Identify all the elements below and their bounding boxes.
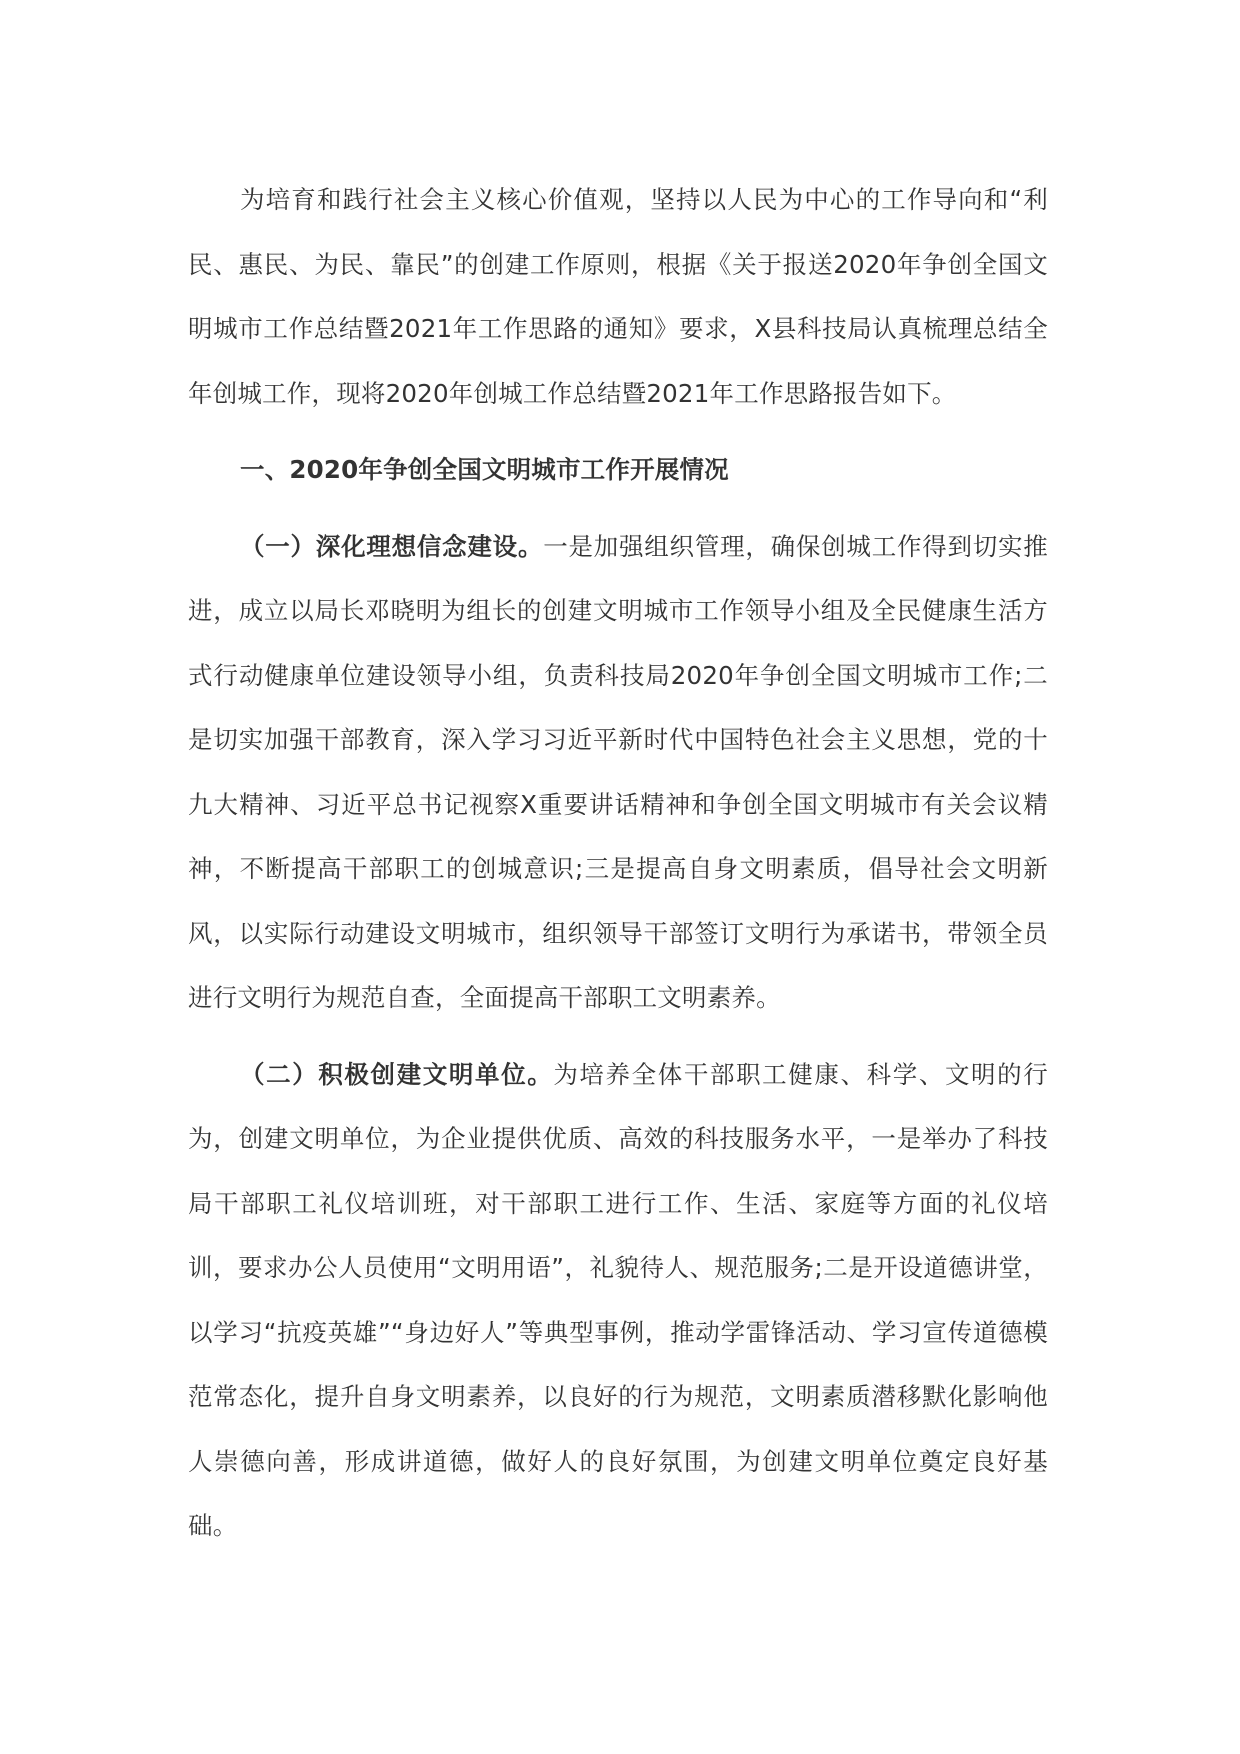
item-1-paragraph xyxy=(188,515,1048,1031)
item-1-body: 一是加强组织管理，确保创城工作得到切实推进，成立以局长邓晓明为组长的创建文明城市工作领导小组及全民健康生活方式行动健康单位建设领导小组，负责科技局2020年争创全国文明城市工作;二是切实加强干部教育，深入学习习近平新时代中国特色社会主义思想，党的十九大精神、习近平总书记视察X重要讲话精神和争创全国文明城市有关会议精神，不断提高干部职工的创城意识;三是提高自身文明素质，倡导社会文明新风，以实际行动建设文明城市，组织领导干部签订文明行为承诺书，带领全员进行文明行为规范自查，全面提高干部职工文明素养。 xyxy=(188,531,1048,1012)
intro-paragraph: 为培育和践行社会主义核心价值观，坚持以人民为中心的工作导向和“利民、惠民、为民、靠民”的创建工作原则，根据《关于报送2020年争创全国文明城市工作总结暨2021年工作思路的通知》要求，X县科技局认真梳理总结全年创城工作，现将2020年创城工作总结暨2021年工作思路报告如下。 xyxy=(188,185,1048,408)
item-1-title: （一）深化理想信念建设。 xyxy=(240,531,544,561)
section-heading: 一、2020年争创全国文明城市工作开展情况 xyxy=(240,455,729,484)
item-2-paragraph xyxy=(188,1043,1048,1559)
item-2-body: 为培养全体干部职工健康、科学、文明的行为，创建文明单位，为企业提供优质、高效的科技服务水平，一是举办了科技局干部职工礼仪培训班，对干部职工进行工作、生活、家庭等方面的礼仪培训，要求办公人员使用“文明用语”，礼貌待人、规范服务;二是开设道德讲堂，以学习“抗疫英雄”“身边好人”等典型事例，推动学雷锋活动、学习宣传道德模范常态化，提升自身文明素养，以良好的行为规范，文明素质潜移默化影响他人崇德向善，形成讲道德，做好人的良好氛围，为创建文明单位奠定良好基础。 xyxy=(188,1059,1048,1540)
item-2-title: （二）积极创建文明单位。 xyxy=(240,1059,554,1089)
document-body xyxy=(188,168,1048,1559)
